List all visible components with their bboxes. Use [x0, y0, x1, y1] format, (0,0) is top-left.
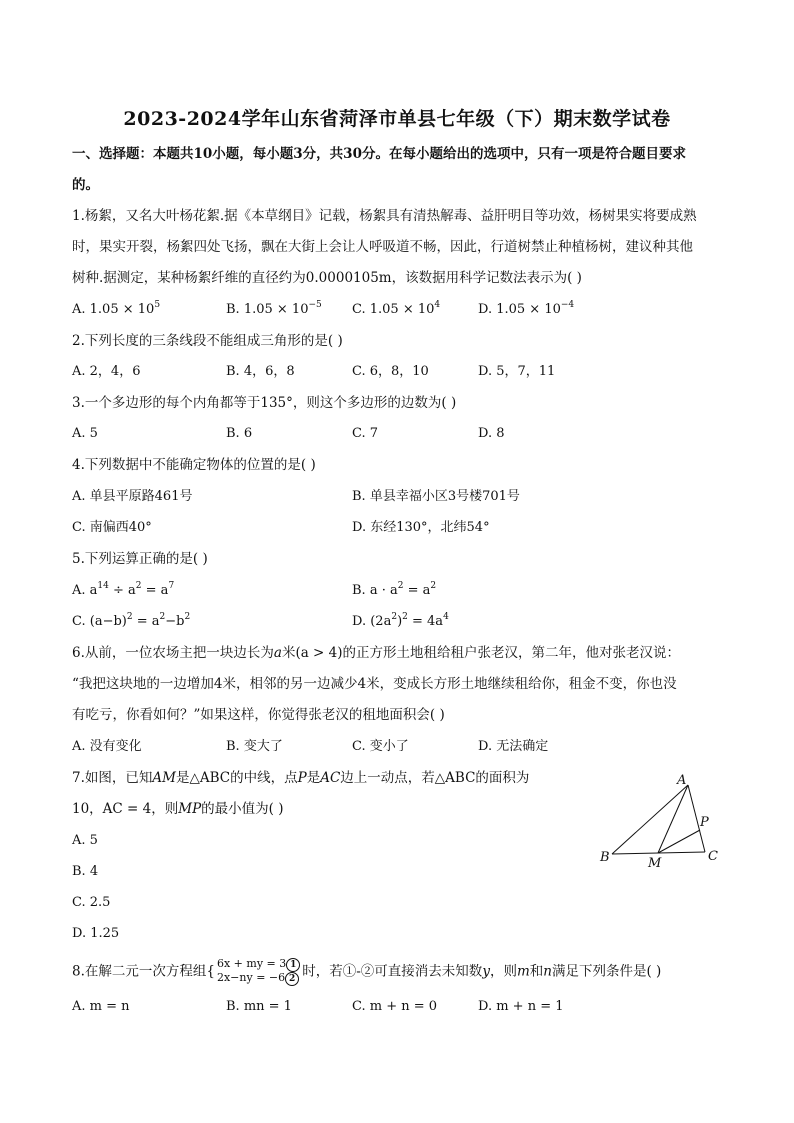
q3-option-c: C. 7 — [352, 426, 379, 441]
q1-line2: 时，果实开裂，杨絮四处飞扬，飘在大街上会让人呼吸道不畅，因此，行道树禁止种植杨树，建议种其他 — [72, 239, 693, 255]
q6-line3: 有吃亏，你看如何？”如果这样，你觉得张老汉的租地面积会( ) — [72, 707, 445, 723]
q2-stem: 2.下列长度的三条线段不能组成三角形的是( ) — [72, 333, 343, 349]
q3-option-b: B. 6 — [226, 426, 253, 441]
point-label-p: P — [700, 815, 709, 830]
section-heading-line1: 一、选择题：本题共10小题，每小题3分，共30分。在每小题给出的选项中，只有一项是符合题目要求 — [72, 146, 686, 162]
q1-option-a: A. $1.05 \times 10^5$ — [72, 300, 161, 317]
q5-option-b: B. $a \cdot a^2 = a^2$ — [352, 581, 437, 598]
q4-option-c: C. 南偏西40° — [72, 520, 152, 535]
vertex-label-c: C — [708, 849, 718, 864]
equation-system: 6x + my = 3 1 2x−ny = −6 2 — [217, 958, 300, 986]
segment-ab — [612, 785, 688, 854]
segment-am — [658, 785, 688, 853]
q3-option-a: A. 5 — [72, 426, 98, 441]
q5-option-c: C. $(a-b)^2 = a^2-b^2$ — [72, 612, 191, 629]
q2-option-b: B. 4，6，8 — [226, 364, 295, 379]
q8-option-b: B. mn = 1 — [226, 999, 292, 1014]
q5-option-d: D. $(2a^2)^2 = 4a^4$ — [352, 612, 449, 629]
q1-option-b: B. $1.05 \times 10^{-5}$ — [226, 300, 322, 317]
q4-option-a: A. 单县平原路461号 — [72, 489, 193, 504]
q8-option-a: A. m = n — [72, 999, 130, 1014]
q5-option-a: A. $a^{14} \div a^2 = a^7$ — [72, 581, 175, 598]
page-title: 2023-2024学年山东省菏泽市单县七年级（下）期末数学试卷 — [123, 108, 671, 130]
q1-option-d: D. $1.05 \times 10^{-4}$ — [478, 300, 575, 317]
section-heading-line2: 的。 — [72, 177, 99, 193]
q4-stem: 4.下列数据中不能确定物体的位置的是( ) — [72, 457, 316, 473]
q8-option-d: D. m + n = 1 — [478, 999, 564, 1014]
equation-marker-1: 1 — [286, 958, 300, 972]
vertex-label-a: A — [677, 773, 687, 788]
q7-line2: 10，AC = 4，则MP的最小值为( ) — [72, 801, 284, 817]
q6-option-a: A. 没有变化 — [72, 739, 142, 754]
vertex-label-b: B — [600, 850, 610, 865]
q6-option-d: D. 无法确定 — [478, 739, 549, 754]
q2-option-a: A. 2，4，6 — [72, 364, 141, 379]
point-label-m: M — [648, 856, 662, 871]
q3-option-d: D. 8 — [478, 426, 505, 441]
q3-stem: 3.一个多边形的每个内角都等于135°，则这个多边形的边数为( ) — [72, 395, 457, 411]
q6-option-c: C. 变小了 — [352, 739, 409, 754]
equation-marker-2: 2 — [285, 972, 299, 986]
triangle-figure — [590, 768, 730, 878]
q6-option-b: B. 变大了 — [226, 739, 283, 754]
q8-option-c: C. m + n = 0 — [352, 999, 438, 1014]
q6-line2: “我把这块地的一边增加4米，相邻的另一边减少4米，变成长方形土地继续租给你，租金不变，你也没 — [72, 676, 677, 692]
segment-mp — [658, 830, 700, 853]
q7-option-b: B. 4 — [72, 864, 99, 879]
q1-line1: 1.杨絮，又名大叶杨花絮.据《本草纲目》记载，杨絮具有清热解毒、益肝明目等功效，杨树果实将要成熟 — [72, 208, 697, 224]
q4-option-d: D. 东经130°，北纬54° — [352, 520, 490, 535]
q1-line3: 树种.据测定，某种杨絮纤维的直径约为0.0000105m，该数据用科学记数法表示为( ) — [72, 270, 582, 286]
q6-line1: 6.从前，一位农场主把一块边长为a米(a > 4)的正方形土地租给租户张老汉，第二年，他对张老汉说： — [72, 645, 681, 661]
q7-option-c: C. 2.5 — [72, 895, 111, 910]
q2-option-d: D. 5，7，11 — [478, 364, 556, 379]
q2-option-c: C. 6，8，10 — [352, 364, 429, 379]
q5-stem: 5.下列运算正确的是( ) — [72, 551, 208, 567]
q7-line1: 7.如图，已知AM是△ABC的中线，点P是AC边上一动点，若△ABC的面积为 — [72, 770, 530, 786]
q4-option-b: B. 单县幸福小区3号楼701号 — [352, 489, 520, 504]
q7-option-d: D. 1.25 — [72, 926, 120, 941]
q7-option-a: A. 5 — [72, 833, 98, 848]
q1-option-c: C. $1.05 \times 10^4$ — [352, 300, 441, 317]
q8-stem: 8.在解二元一次方程组{ 6x + my = 3 1 2x−ny = −6 2 时，若①-②可直接消去未知数y，则m和n满足下列条件是( ) — [72, 957, 662, 984]
